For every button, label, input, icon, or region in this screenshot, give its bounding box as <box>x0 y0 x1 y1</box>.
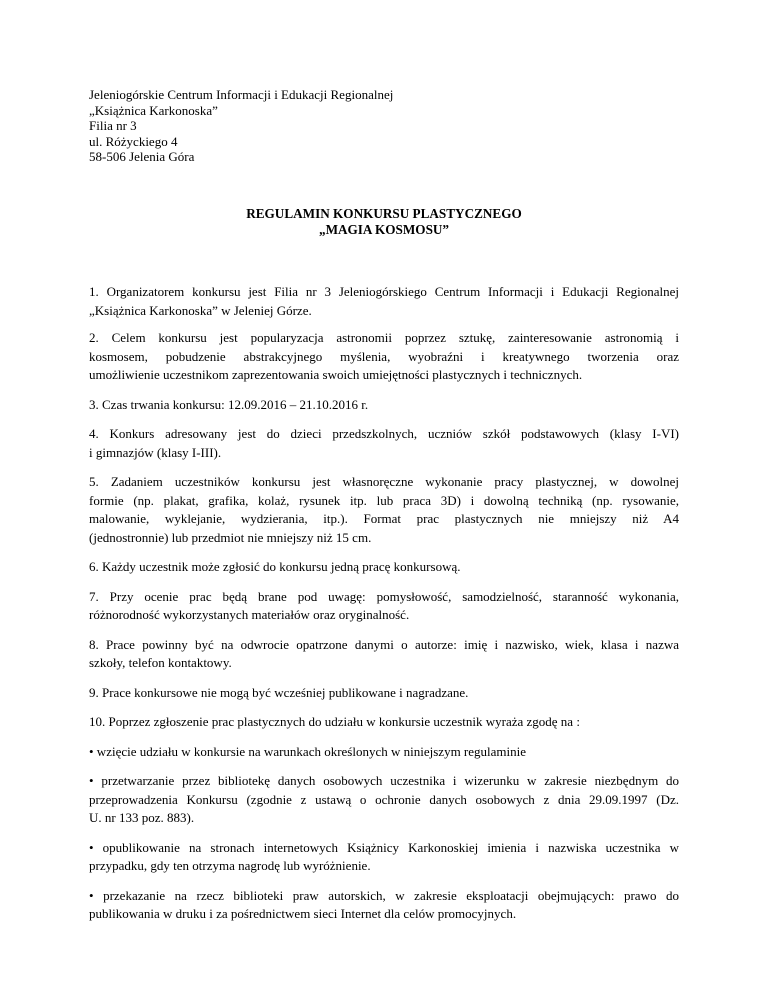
paragraph-line: • przetwarzanie przez bibliotekę danych osobowych uczestnika i wizerunku w zakresie niezbędnym do <box>89 773 679 788</box>
regulations-body <box>89 283 679 935</box>
regulation-paragraph <box>89 396 679 415</box>
regulation-paragraph <box>89 473 679 547</box>
paragraph-line: (jednostronnie) lub przedmiot nie mniejszy niż 15 cm. <box>89 529 372 545</box>
paragraph-line: 4. Konkurs adresowany jest do dzieci przedszkolnych, uczniów szkół podstawowych (klasy I-VI) <box>89 426 679 441</box>
paragraph-line: 2. Celem konkursu jest popularyzacja astronomii poprzez sztukę, zainteresowanie astronomią i <box>89 330 679 345</box>
paragraph-line: umożliwienie uczestnikom zaprezentowania swoich umiejętności plastycznych i technicznych. <box>89 367 583 382</box>
address-line-street: ul. Różyckiego 4 <box>89 133 178 149</box>
paragraph-line: 3. Czas trwania konkursu: 12.09.2016 – 21.10.2016 r. <box>89 396 369 412</box>
address-line-branch: Filia nr 3 <box>89 118 137 133</box>
address-line-city: 58-506 Jelenia Góra <box>89 149 195 164</box>
document-title <box>0 206 768 237</box>
paragraph-line: formie (np. plakat, grafika, kolaż, rysunek itp. lub praca 3D) i dowolną techniką (np. rysowanie, <box>89 492 679 508</box>
regulation-paragraph <box>89 684 679 703</box>
paragraph-line: różnorodność wykorzystanych materiałów oraz oryginalność. <box>89 607 410 622</box>
address-block <box>89 87 393 165</box>
regulation-paragraph <box>89 558 679 577</box>
paragraph-line: • przekazanie na rzecz biblioteki praw autorskich, w zakresie eksploatacji obejmujących: prawo do <box>89 887 679 903</box>
paragraph-line: • wzięcie udziału w konkursie na warunkach określonych w niniejszym regulaminie <box>89 743 527 759</box>
paragraph-line: 8. Prace powinny być na odwrocie opatrzone danymi o autorze: imię i nazwisko, wiek, klasa i nazwa <box>89 636 679 652</box>
regulation-paragraph <box>89 425 679 462</box>
paragraph-line: przeprowadzenia Konkursu (zgodnie z ustawą o ochronie danych osobowych z dnia 29.09.1997 (Dz. <box>89 791 679 807</box>
paragraph-line: malowanie, wyklejanie, wydzierania, itp.). Format prac plastycznych nie mniejszy niż A4 <box>89 511 679 526</box>
address-line-library-name: „Książnica Karkonoska” <box>89 102 218 118</box>
regulation-paragraph <box>89 283 679 320</box>
paragraph-line: 1. Organizatorem konkursu jest Filia nr 3 Jeleniogórskiego Centrum Informacji i Edukacji Regionalnej <box>89 284 679 299</box>
paragraph-line: kosmosem, pobudzenie abstrakcyjnego myślenia, wyobraźni i kreatywnego tworzenia oraz <box>89 348 679 364</box>
paragraph-line: i gimnazjów (klasy I-III). <box>89 444 222 460</box>
regulation-paragraph <box>89 743 679 762</box>
paragraph-line: 5. Zadaniem uczestników konkursu jest własnoręczne wykonanie pracy plastycznej, w dowolnej <box>89 474 679 489</box>
paragraph-line: U. nr 133 poz. 883). <box>89 810 195 825</box>
regulation-paragraph <box>89 839 679 876</box>
paragraph-line: szkoły, telefon kontaktowy. <box>89 655 232 670</box>
paragraph-line: publikowania w druku i za pośrednictwem sieci Internet dla celów promocyjnych. <box>89 906 517 921</box>
paragraph-line: 9. Prace konkursowe nie mogą być wcześniej publikowane i nagradzane. <box>89 684 469 700</box>
regulation-paragraph <box>89 713 679 732</box>
regulation-paragraph <box>89 588 679 625</box>
paragraph-line: przypadku, gdy ten otrzyma nagrodę lub wyróżnienie. <box>89 858 371 873</box>
title-line-regulamin: REGULAMIN KONKURSU PLASTYCZNEGO <box>246 206 522 221</box>
paragraph-line: 7. Przy ocenie prac będą brane pod uwagę: pomysłowość, samodzielność, staranność wykonania, <box>89 588 679 604</box>
address-line-institution: Jeleniogórskie Centrum Informacji i Edukacji Regionalnej <box>89 87 394 102</box>
regulation-paragraph <box>89 636 679 673</box>
title-line-contest-name: „MAGIA KOSMOSU” <box>318 221 450 237</box>
regulation-paragraph <box>89 329 679 385</box>
paragraph-line: 6. Każdy uczestnik może zgłosić do konkursu jedną pracę konkursową. <box>89 559 461 574</box>
paragraph-line: 10. Poprzez zgłoszenie prac plastycznych do udziału w konkursie uczestnik wyraża zgodę na : <box>89 714 580 729</box>
regulation-paragraph <box>89 887 679 924</box>
paragraph-line: • opublikowanie na stronach internetowych Książnicy Karkonoskiej imienia i nazwiska uczestnika w <box>89 839 679 855</box>
regulation-paragraph <box>89 772 679 828</box>
paragraph-line: „Książnica Karkonoska” w Jeleniej Górze. <box>89 302 312 318</box>
